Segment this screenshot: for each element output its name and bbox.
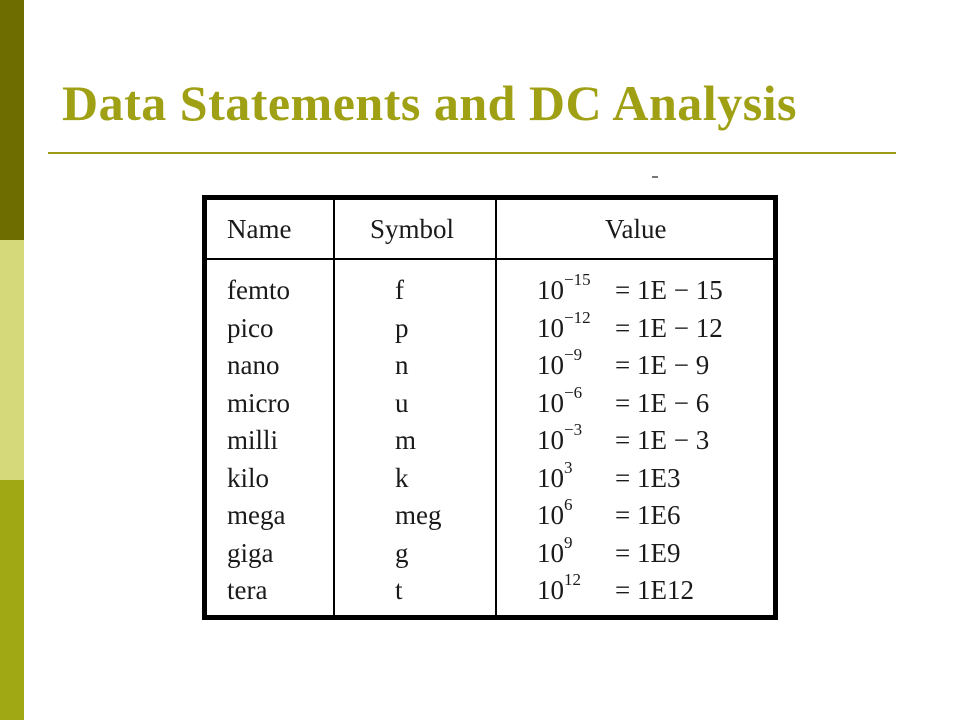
table-row — [207, 270, 773, 313]
prefix-symbol: k — [395, 462, 409, 493]
prefix-name: femto — [227, 275, 290, 305]
power-base: 10 — [537, 575, 564, 605]
power-exponent: 12 — [564, 570, 581, 589]
table-body — [207, 270, 773, 613]
power-base: 10 — [537, 350, 564, 380]
prefix-name: pico — [227, 312, 274, 343]
prefix-symbol: n — [395, 350, 409, 380]
power-of-ten — [537, 532, 573, 568]
e-notation: = 1E3 — [615, 462, 681, 493]
power-of-ten — [537, 457, 573, 493]
table-row — [207, 382, 773, 426]
side-bar-bottom — [0, 480, 24, 720]
power-base: 10 — [537, 312, 564, 343]
prefix-symbol: m — [395, 425, 417, 455]
prefix-name: micro — [227, 387, 290, 418]
table-row — [207, 495, 773, 538]
power-exponent: 9 — [564, 532, 573, 552]
power-of-ten — [537, 420, 583, 455]
power-of-ten — [537, 345, 583, 380]
header-value: Value — [605, 214, 667, 244]
si-prefix-table — [202, 195, 778, 620]
prefix-symbol: p — [395, 312, 409, 343]
stray-mark — [652, 176, 658, 178]
prefix-symbol: u — [395, 387, 409, 418]
prefix-symbol: t — [395, 575, 403, 605]
header-divider — [207, 258, 773, 260]
prefix-name: nano — [227, 350, 280, 380]
prefix-symbol: meg — [395, 500, 442, 530]
header-name: Name — [227, 214, 292, 244]
e-notation: = 1E − 12 — [615, 312, 723, 343]
prefix-name: giga — [227, 537, 274, 568]
e-notation: = 1E − 15 — [615, 275, 723, 305]
power-of-ten — [537, 382, 583, 418]
power-exponent: 3 — [564, 457, 573, 477]
power-of-ten — [537, 270, 591, 305]
prefix-symbol: f — [395, 275, 404, 305]
e-notation: = 1E12 — [615, 575, 694, 605]
power-base: 10 — [537, 387, 564, 418]
e-notation: = 1E − 9 — [615, 350, 710, 380]
slide-title: Data Statements and DC Analysis — [62, 75, 798, 131]
power-base: 10 — [537, 462, 564, 493]
header-symbol: Symbol — [370, 214, 455, 244]
prefix-name: mega — [227, 500, 286, 530]
side-bar-top — [0, 0, 24, 240]
prefix-name: kilo — [227, 462, 270, 493]
power-base: 10 — [537, 425, 564, 455]
table-row — [207, 532, 773, 576]
table-row — [207, 307, 773, 351]
power-exponent: −15 — [564, 270, 591, 289]
e-notation: = 1E − 6 — [615, 387, 710, 418]
prefix-symbol: g — [395, 537, 409, 568]
power-exponent: −3 — [564, 420, 583, 439]
power-of-ten — [537, 307, 591, 343]
side-bar-middle — [0, 240, 24, 480]
power-of-ten — [537, 570, 581, 605]
table-row — [207, 570, 773, 613]
power-exponent: −12 — [564, 307, 591, 327]
e-notation: = 1E9 — [615, 537, 681, 568]
table-row — [207, 420, 773, 463]
power-exponent: −6 — [564, 382, 583, 402]
power-base: 10 — [537, 500, 564, 530]
table-row — [207, 345, 773, 388]
e-notation: = 1E − 3 — [615, 425, 710, 455]
power-of-ten — [537, 495, 573, 530]
title-divider — [48, 152, 896, 154]
table-row — [207, 457, 773, 501]
e-notation: = 1E6 — [615, 500, 681, 530]
power-base: 10 — [537, 537, 564, 568]
power-exponent: 6 — [564, 495, 573, 514]
power-base: 10 — [537, 275, 564, 305]
prefix-name: milli — [227, 425, 279, 455]
power-exponent: −9 — [564, 345, 583, 364]
prefix-name: tera — [227, 575, 268, 605]
